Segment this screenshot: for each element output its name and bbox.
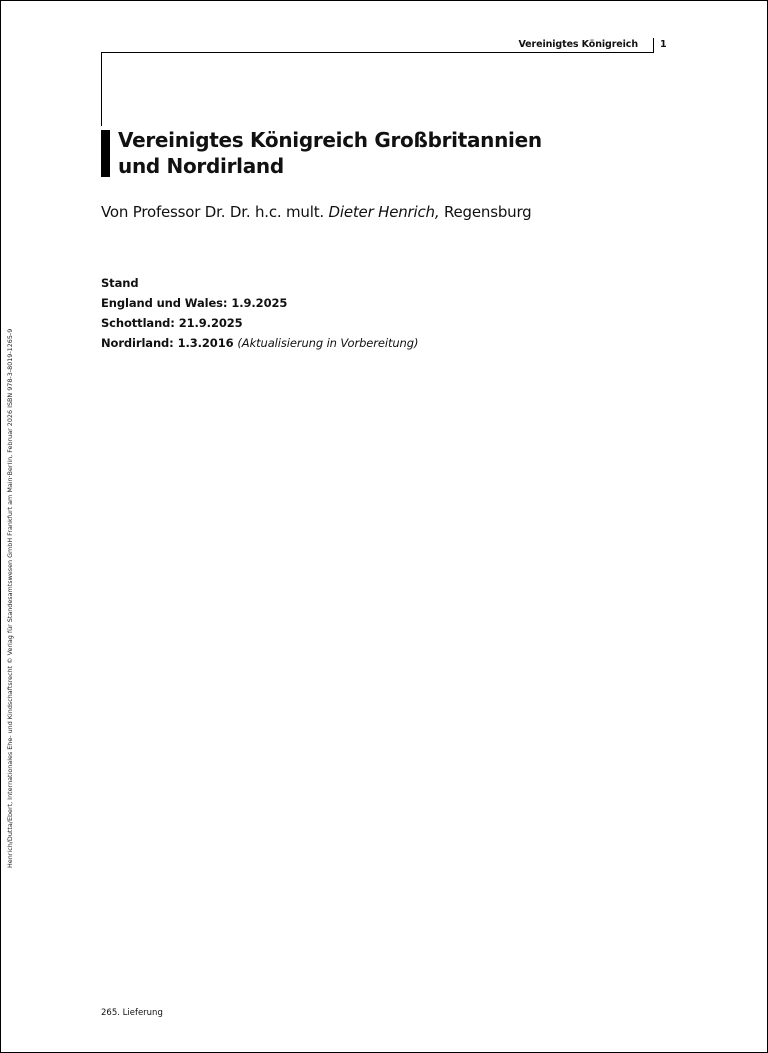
status-heading: Stand	[101, 276, 139, 290]
status-block	[101, 273, 418, 353]
status-northern-ireland-note: (Aktualisierung in Vorbereitung)	[237, 336, 419, 350]
left-margin-rule	[101, 52, 102, 126]
status-northern-ireland: Nordirland: 1.3.2016	[101, 336, 234, 350]
chapter-title-line1: Vereinigtes Königreich Großbritannien	[118, 128, 542, 152]
author-byline	[101, 203, 532, 221]
status-northern-ireland-row	[101, 333, 418, 353]
side-imprint-container	[3, 186, 17, 868]
header-separator	[653, 38, 654, 52]
status-england-wales: England und Wales: 1.9.2025	[101, 296, 288, 310]
status-scotland: Schottland: 21.9.2025	[101, 316, 243, 330]
chapter-title-line2: und Nordirland	[118, 154, 284, 178]
header-rule	[101, 52, 654, 53]
chapter-title	[118, 127, 542, 179]
page-number: 1	[660, 39, 667, 50]
byline-prefix: Von Professor Dr. Dr. h.c. mult.	[101, 203, 324, 221]
running-header-title: Vereinigtes Königreich	[518, 39, 638, 50]
side-imprint: Henrich/Dutta/Ebert, Internationales Ehe- und Kindschaftsrecht © Verlag für Standesamtswesen GmbH Frankfurt am Main·Berlin, Februar 2026 ISBN 978-3-8019-1265-9	[6, 328, 14, 868]
footer-delivery: 265. Lieferung	[101, 1008, 163, 1018]
byline-author: Dieter Henrich,	[328, 203, 440, 221]
title-marker-bar	[101, 130, 110, 177]
byline-city: Regensburg	[443, 203, 532, 221]
